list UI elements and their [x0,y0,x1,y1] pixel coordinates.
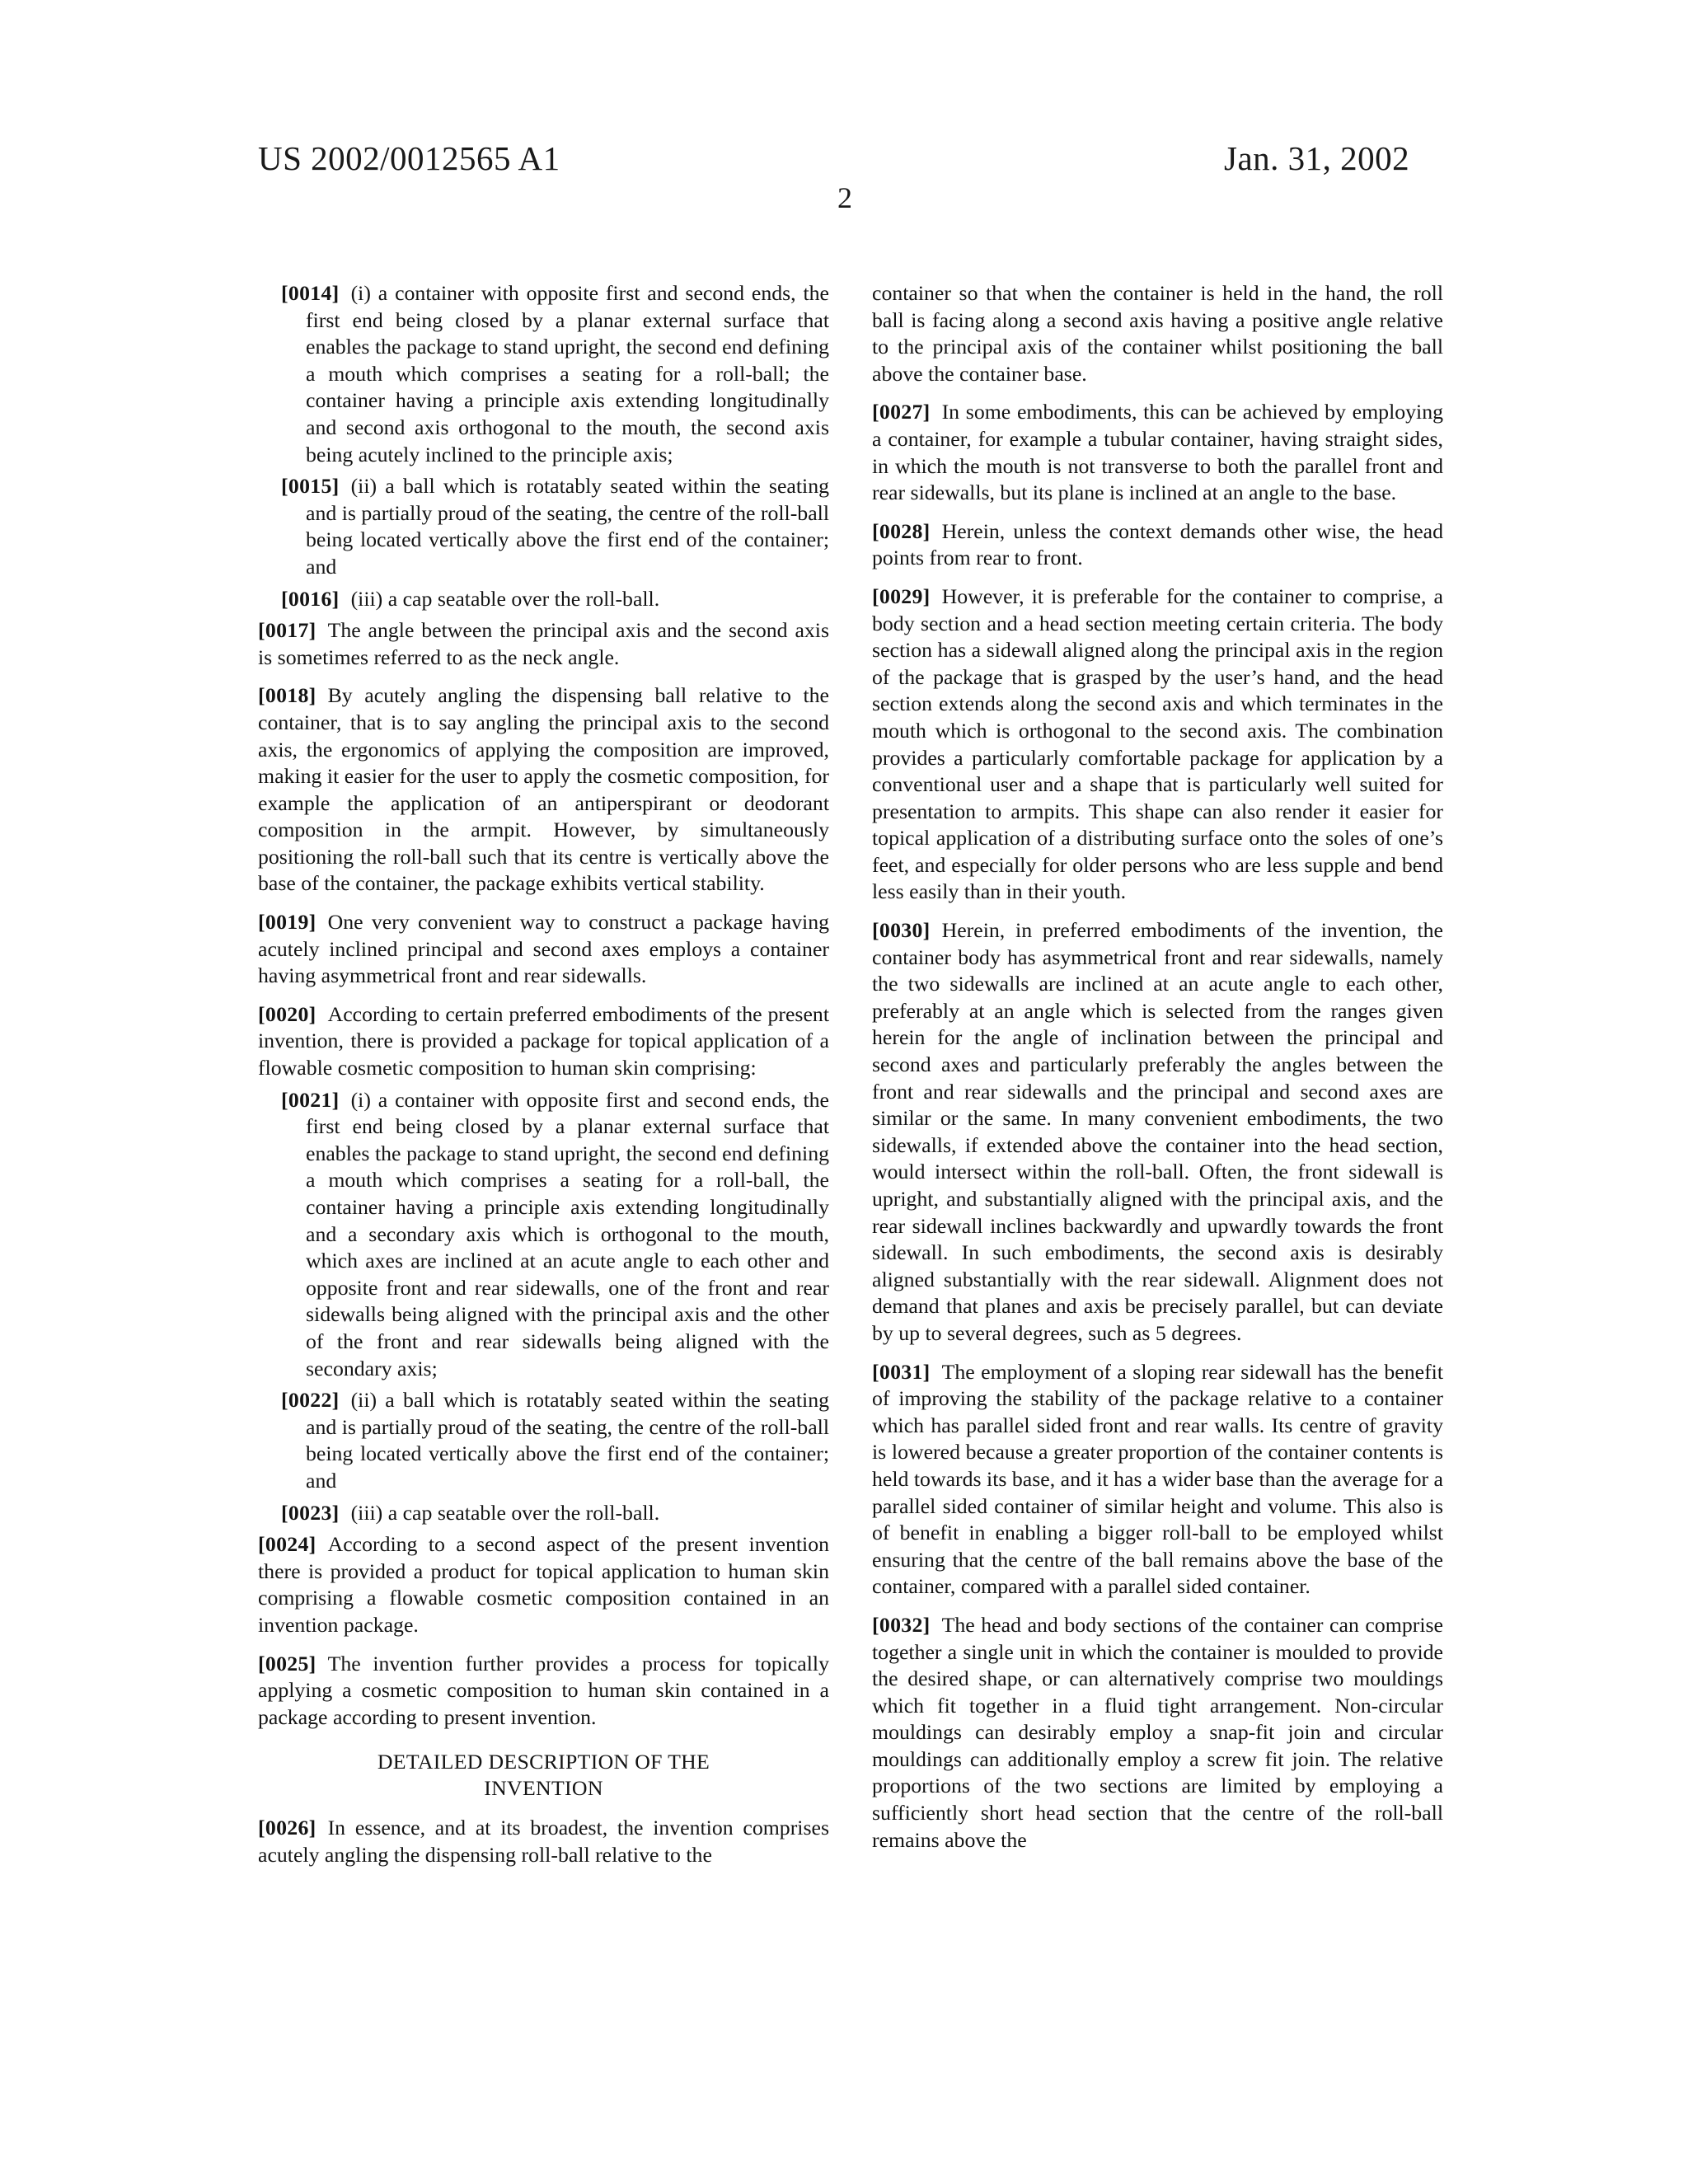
paragraph-number: [0015] [281,474,340,499]
paragraph-0032 [872,1612,1443,1854]
paragraph-number: [0022] [281,1388,340,1413]
paragraph-0022 [281,1387,829,1494]
publication-date: Jan. 31, 2002 [1224,139,1410,177]
paragraph-text: However, it is preferable for the container to comprise, a body section and a head section meeting certain criteria. The body section has a sidewall aligned along the principal axis in the region of the package that is grasped by the user’s hand, and the head section extends along the second axis and which terminates in the mouth which is orthogonal to the second axis. The combination provides a particularly comfortable package for application by a conventional user and a shape that is particularly well suited for presentation to armpits. This shape can also render it easier for topical application of a distributing surface onto the soles of one’s feet, and especially for older persons who are less supple and bend less easily than in their youth. [872,583,1443,904]
paragraph-0024 [258,1531,829,1638]
section-heading-line-2: INVENTION [484,1776,603,1801]
paragraph-number: [0029] [872,583,931,608]
paragraph-text: (ii) a ball which is rotatably seated within the seating and is partially proud of the seating, the centre of the roll-ball being located vertically above the first end of the container; and [306,474,829,579]
paragraph-number: [0016] [281,586,340,611]
patent-number: US 2002/0012565 A1 [258,139,560,177]
paragraph-number: [0027] [872,400,931,424]
paragraph-text: According to a second aspect of the present invention there is provided a product for topical application to human skin comprising a flowable cosmetic composition contained in an invention package. [258,1532,829,1637]
paragraph-0020 [258,1001,829,1082]
paragraph-text: By acutely angling the dispensing ball relative to the container, that is to say angling the principal axis to the second axis, the ergonomics of applying the composition are improved, making it easier for the user to apply the cosmetic composition, for example the application of an antiperspirant or deodorant composition in the armpit. However, by simultaneously positioning the roll-ball such that its centre is vertically above the base of the container, the package exhibits vertical stability. [258,683,829,896]
paragraph-0031 [872,1359,1443,1601]
paragraph-text: Herein, in preferred embodiments of the invention, the container body has asymmetrical front and rear sidewalls, namely the two sidewalls are inclined at an acute angle to each other, preferably at an angle which is selected from the ranges given herein for the angle of inclination between the principal and second axes and particularly preferably the angles between the front and rear sidewalls and the principal and second axes are similar or the same. In many convenient embodiments, the two sidewalls, if extended above the container into the head section, would intersect within the roll-ball. Often, the front sidewall is upright, and substantially aligned with the principal axis, and the rear sidewall inclines backwardly and upwardly towards the front sidewall. In such embodiments, the second axis is desirably aligned substantially with the rear sidewall. Alignment does not demand that planes and axis be precisely parallel, but can deviate by up to several degrees, such as 5 degrees. [872,918,1443,1345]
section-heading-line-1: DETAILED DESCRIPTION OF THE [377,1750,710,1774]
paragraph-number: [0025] [258,1651,316,1675]
paragraph-text: (iii) a cap seatable over the roll-ball. [350,1500,660,1525]
paragraph-number: [0032] [872,1612,931,1637]
paragraph-0027 [872,399,1443,506]
paragraph-text: According to certain preferred embodiments of the present invention, there is provided a package for topical application of a flowable cosmetic composition to human skin comprising: [258,1001,829,1080]
paragraph-0028 [872,518,1443,572]
paragraph-0030 [872,917,1443,1347]
paragraph-continuation: container so that when the container is held in the hand, the roll ball is facing along a second axis having a positive angle relative to the principal axis of the container whilst positioning the ball above the container base. [872,281,1443,386]
paragraph-0029 [872,583,1443,906]
paragraph-text: In essence, and at its broadest, the invention comprises acutely angling the dispensing roll-ball relative to the [258,1816,829,1867]
paragraph-number: [0026] [258,1816,316,1840]
paragraph-text: (i) a container with opposite first and second ends, the first end being closed by a planar external surface that enables the package to stand upright, the second end defining a mouth which comprises a seating for a roll-ball, the container having a principle axis extending longitudinally and a secondary axis which is orthogonal to the mouth, which axes are inclined at an acute angle to each other and opposite front and rear sidewalls, one of the front and rear sidewalls being aligned with the principal axis and the other of the front and rear sidewalls being aligned with the secondary axis; [306,1087,829,1380]
paragraph-text: (ii) a ball which is rotatably seated within the seating and is partially proud of the seating, the centre of the roll-ball being located vertically above the first end of the container; and [306,1388,829,1493]
paragraph-number: [0017] [258,618,316,643]
paragraph-text: The angle between the principal axis and the second axis is sometimes referred to as the neck angle. [258,618,829,669]
page-number: 2 [837,181,852,214]
paragraph-0021 [281,1087,829,1383]
paragraph-number: [0018] [258,683,316,708]
paragraph-0023 [281,1500,829,1527]
paragraph-text: In some embodiments, this can be achieved by employing a container, for example a tubular container, having straight sides, in which the mouth is not transverse to both the parallel front and rear sidewalls, but its plane is inclined at an angle to the base. [872,400,1443,505]
paragraph-number: [0023] [281,1500,340,1525]
paragraph-0014 [281,280,829,468]
paragraph-text: One very convenient way to construct a package having acutely inclined principal and second axes employs a container having asymmetrical front and rear sidewalls. [258,910,829,988]
paragraph-0015 [281,473,829,580]
section-heading [258,1749,829,1802]
paragraph-0017 [258,617,829,671]
paragraph-number: [0030] [872,918,931,943]
paragraph-number: [0021] [281,1087,340,1112]
paragraph-number: [0028] [872,518,931,543]
right-column [872,280,1443,1865]
paragraph-number: [0014] [281,281,340,305]
paragraph-number: [0024] [258,1532,316,1557]
paragraph-0016 [281,586,829,613]
paragraph-text: (iii) a cap seatable over the roll-ball. [350,586,660,611]
left-column [258,280,829,1880]
paragraph-0026 [258,1815,829,1868]
paragraph-number: [0019] [258,910,316,935]
paragraph-text: The head and body sections of the container can comprise together a single unit in which the container is moulded to provide the desired shape, or can alternatively comprise two mouldings which fit together in a fluid tight arrangement. Non-circular mouldings can desirably employ a snap-fit join and circular mouldings can additionally employ a screw fit join. The relative proportions of the two sections are limited by employing a sufficiently short head section that the centre of the roll-ball remains above the [872,1612,1443,1852]
paragraph-text: The employment of a sloping rear sidewall has the benefit of improving the stability of the package relative to a container which has parallel sided front and rear walls. Its centre of gravity is lowered because a greater proportion of the container contents is held towards its base, and it has a wider base than the average for a parallel sided container of similar height and volume. This also is of benefit in enabling a bigger roll-ball to be employed whilst ensuring that the centre of the ball remains above the base of the container, compared with a parallel sided container. [872,1359,1443,1599]
paragraph-0018 [258,682,829,898]
paragraph-number: [0031] [872,1359,931,1384]
paragraph-0025 [258,1651,829,1732]
paragraph-0019 [258,909,829,990]
paragraph-text: Herein, unless the context demands other wise, the head points from rear to front. [872,518,1443,570]
paragraph-text: (i) a container with opposite first and second ends, the first end being closed by a planar external surface that enables the package to stand upright, the second end defining a mouth which comprises a seating for a roll-ball; the container having a principle axis extending longitudinally and second axis orthogonal to the mouth, the second axis being acutely inclined to the principle axis; [306,281,829,466]
paragraph-number: [0020] [258,1001,316,1026]
paragraph-text: The invention further provides a process for topically applying a cosmetic composition to human skin contained in a package according to present invention. [258,1651,829,1729]
